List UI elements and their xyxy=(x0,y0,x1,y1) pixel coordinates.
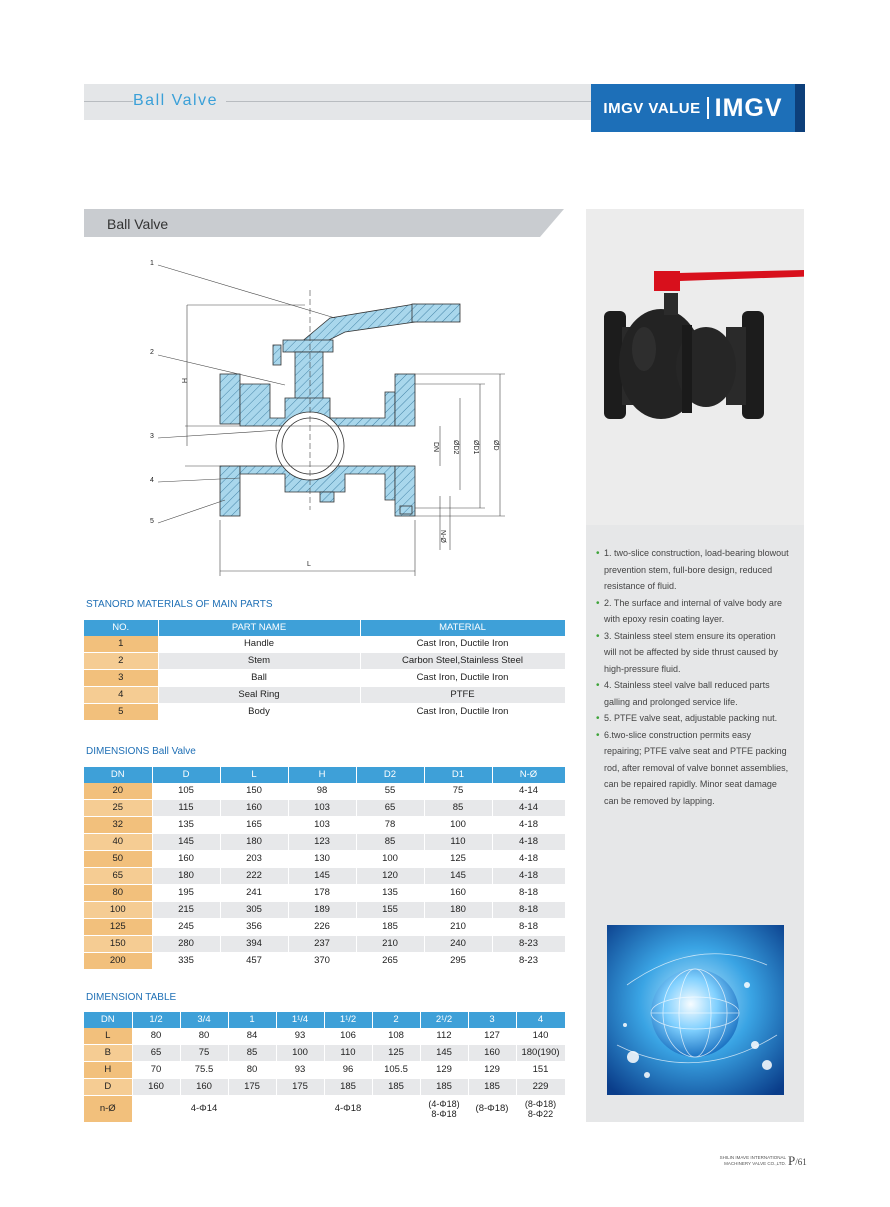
table-cell: 160 xyxy=(424,885,492,902)
table-cell: B xyxy=(84,1045,132,1062)
table-cell: 185 xyxy=(324,1079,372,1096)
table-cell: 65 xyxy=(356,800,424,817)
feature-item: • 2. The surface and internal of valve body are with epoxy resin coating layer. xyxy=(596,597,782,624)
feature-item: • 4. Stainless steel valve ball reduced parts galling and prolonged service life. xyxy=(596,680,770,707)
table-cell: 112 xyxy=(420,1028,468,1045)
table-cell: 160 xyxy=(132,1079,180,1096)
table-cell: 356 xyxy=(220,919,288,936)
table-cell: 20 xyxy=(84,783,152,800)
table-cell: 127 xyxy=(468,1028,516,1045)
table-cell: 98 xyxy=(288,783,356,800)
column-header: PART NAME xyxy=(158,620,360,636)
table-cell: 8-18 xyxy=(492,902,565,919)
logo-separator xyxy=(707,97,709,119)
table-cell: 75 xyxy=(424,783,492,800)
table-cell: 185 xyxy=(372,1079,420,1096)
table-cell: 4-14 xyxy=(492,783,565,800)
dim-h: H xyxy=(180,378,187,384)
table-cell: 145 xyxy=(152,834,220,851)
table-cell: 100 xyxy=(84,902,152,919)
materials-table xyxy=(84,620,566,721)
table-cell: 105.5 xyxy=(372,1062,420,1079)
dimensions-table xyxy=(84,767,566,970)
callout-5: 5 xyxy=(150,518,154,525)
table-cell: D xyxy=(84,1079,132,1096)
table-cell: 370 xyxy=(288,953,356,970)
table-cell: 150 xyxy=(220,783,288,800)
column-header: 2¹/2 xyxy=(420,1012,468,1028)
table-cell: 70 xyxy=(132,1062,180,1079)
column-header: 1¹/4 xyxy=(276,1012,324,1028)
table-cell: 145 xyxy=(424,868,492,885)
table-cell: Seal Ring xyxy=(158,687,360,704)
table-cell: 75 xyxy=(180,1045,228,1062)
table-row xyxy=(84,704,565,721)
table-cell: 151 xyxy=(516,1062,565,1079)
table-cell: Cast Iron, Ductile Iron xyxy=(360,704,565,721)
table-cell: 180 xyxy=(424,902,492,919)
table-cell: 55 xyxy=(356,783,424,800)
dimension-table xyxy=(84,1012,566,1123)
table-cell: 180 xyxy=(220,834,288,851)
table-cell: 40 xyxy=(84,834,152,851)
table-cell: 130 xyxy=(288,851,356,868)
valve-drawing xyxy=(140,250,540,580)
table-cell: 100 xyxy=(356,851,424,868)
column-header: D xyxy=(152,767,220,783)
table-cell: 245 xyxy=(152,919,220,936)
table-cell: 222 xyxy=(220,868,288,885)
table-cell: 100 xyxy=(424,817,492,834)
callout-3: 3 xyxy=(150,433,154,440)
table-cell: 215 xyxy=(152,902,220,919)
table-row xyxy=(84,817,565,834)
table-cell: 135 xyxy=(152,817,220,834)
table-cell: 125 xyxy=(424,851,492,868)
table-cell: 65 xyxy=(132,1045,180,1062)
table-cell: 160 xyxy=(180,1079,228,1096)
table-cell: 32 xyxy=(84,817,152,834)
table-cell: L xyxy=(84,1028,132,1045)
table-cell: H xyxy=(84,1062,132,1079)
table-cell: 8-23 xyxy=(492,936,565,953)
table-cell: 210 xyxy=(356,936,424,953)
column-header: D1 xyxy=(424,767,492,783)
column-header: 1¹/2 xyxy=(324,1012,372,1028)
callout-2: 2 xyxy=(150,349,154,356)
table-row xyxy=(84,1045,565,1062)
page-number: P/61 xyxy=(788,1153,807,1168)
column-header: 3 xyxy=(468,1012,516,1028)
table-cell: 241 xyxy=(220,885,288,902)
table-row xyxy=(84,834,565,851)
table-row xyxy=(84,902,565,919)
column-header: NO. xyxy=(84,620,158,636)
table-cell: Cast Iron, Ductile Iron xyxy=(360,636,565,653)
table-cell: 229 xyxy=(516,1079,565,1096)
table-cell: 203 xyxy=(220,851,288,868)
table-cell: 84 xyxy=(228,1028,276,1045)
table-cell: 85 xyxy=(228,1045,276,1062)
table-cell: 129 xyxy=(420,1062,468,1079)
callout-1: 1 xyxy=(150,260,154,267)
table-cell: 125 xyxy=(372,1045,420,1062)
logo-mark: IMGV xyxy=(714,93,783,122)
table-cell: 4-18 xyxy=(492,851,565,868)
table-cell: 120 xyxy=(356,868,424,885)
table-cell: 180(190) xyxy=(516,1045,565,1062)
table-cell: 80 xyxy=(132,1028,180,1045)
table-cell: 4 xyxy=(84,687,158,704)
table-cell: 106 xyxy=(324,1028,372,1045)
table-cell: 160 xyxy=(152,851,220,868)
dim-n: N-Ø xyxy=(439,530,446,543)
table-cell: 195 xyxy=(152,885,220,902)
table-cell: 8-23 xyxy=(492,953,565,970)
valve-photo xyxy=(586,209,804,525)
table-cell: 140 xyxy=(516,1028,565,1045)
dimensions-title: DIMENSIONS Ball Valve xyxy=(86,746,196,757)
materials-title: STANORD MATERIALS OF MAIN PARTS xyxy=(86,599,273,610)
footer-company: SHILIN IMAVE INTERNATIONAL MACHINERY VALVE CO.,LTD. xyxy=(719,1155,786,1166)
dim-d2: ØD2 xyxy=(452,440,459,455)
table-cell: 189 xyxy=(288,902,356,919)
table-row: n-Ø 4-Φ14 4-Φ18 (4-Φ18) 8-Φ18 (8-Φ18) (8-Φ18) 8-Φ22 xyxy=(84,1096,565,1123)
table-cell: 115 xyxy=(152,800,220,817)
table-cell: 78 xyxy=(356,817,424,834)
table-cell: 178 xyxy=(288,885,356,902)
table-cell: 265 xyxy=(356,953,424,970)
table-row xyxy=(84,936,565,953)
table-cell: 155 xyxy=(356,902,424,919)
table-cell: 25 xyxy=(84,800,152,817)
table-cell: 8-18 xyxy=(492,919,565,936)
table-cell: 110 xyxy=(424,834,492,851)
table-cell: 210 xyxy=(424,919,492,936)
table-cell: Carbon Steel,Stainless Steel xyxy=(360,653,565,670)
table-cell: 85 xyxy=(424,800,492,817)
table-cell: 165 xyxy=(220,817,288,834)
column-header: D2 xyxy=(356,767,424,783)
dim-d: ØD xyxy=(492,440,499,451)
table-cell: 80 xyxy=(228,1062,276,1079)
table-row xyxy=(84,783,565,800)
table-cell: 80 xyxy=(180,1028,228,1045)
table-cell: 185 xyxy=(356,919,424,936)
table-cell: 105 xyxy=(152,783,220,800)
table-cell: 8-18 xyxy=(492,885,565,902)
table-row xyxy=(84,1079,565,1096)
table-cell: Handle xyxy=(158,636,360,653)
table-cell: 80 xyxy=(84,885,152,902)
dim-d1: ØD1 xyxy=(472,440,479,455)
table-cell: 4-14 xyxy=(492,800,565,817)
column-header: N-Ø xyxy=(492,767,565,783)
callout-4: 4 xyxy=(150,477,154,484)
table-cell: 185 xyxy=(468,1079,516,1096)
table-cell: 180 xyxy=(152,868,220,885)
table-cell: 3 xyxy=(84,670,158,687)
table-cell: 85 xyxy=(356,834,424,851)
table-row xyxy=(84,868,565,885)
table-cell: PTFE xyxy=(360,687,565,704)
table-cell: 110 xyxy=(324,1045,372,1062)
table-cell: 200 xyxy=(84,953,152,970)
column-header: MATERIAL xyxy=(360,620,565,636)
table-cell: 103 xyxy=(288,817,356,834)
column-header: 2 xyxy=(372,1012,420,1028)
table-row xyxy=(84,1028,565,1045)
table-cell: 394 xyxy=(220,936,288,953)
column-header: H xyxy=(288,767,356,783)
table-cell: 305 xyxy=(220,902,288,919)
table-cell: 4-18 xyxy=(492,817,565,834)
table-row xyxy=(84,636,565,653)
section-title: Ball Valve xyxy=(107,216,169,232)
table-cell: 5 xyxy=(84,704,158,721)
column-header: DN xyxy=(84,1012,132,1028)
feature-item: • 3. Stainless steel stem ensure its operation will not be affected by side thrust caused by high-pressure fluid. xyxy=(596,630,778,674)
table-cell: Stem xyxy=(158,653,360,670)
table-cell: 100 xyxy=(276,1045,324,1062)
table-cell: 4-18 xyxy=(492,834,565,851)
table-cell: 2 xyxy=(84,653,158,670)
table-cell: 457 xyxy=(220,953,288,970)
feature-item: • 5. PTFE valve seat, adjustable packing nut. xyxy=(596,713,778,724)
brand-logo xyxy=(591,84,805,132)
dim-dn: DN xyxy=(432,442,439,453)
table-cell: 93 xyxy=(276,1028,324,1045)
table-cell: 240 xyxy=(424,936,492,953)
table-cell: 135 xyxy=(356,885,424,902)
table-cell: 75.5 xyxy=(180,1062,228,1079)
column-header: 1/2 xyxy=(132,1012,180,1028)
table-cell: 93 xyxy=(276,1062,324,1079)
table-row xyxy=(84,653,565,670)
table-row xyxy=(84,919,565,936)
table-cell: 175 xyxy=(276,1079,324,1096)
table-row xyxy=(84,885,565,902)
table-row xyxy=(84,953,565,970)
table-cell: 145 xyxy=(420,1045,468,1062)
table-cell: 4-18 xyxy=(492,868,565,885)
dimension-table-title: DIMENSION TABLE xyxy=(86,992,177,1003)
table-cell: 65 xyxy=(84,868,152,885)
table-cell: 175 xyxy=(228,1079,276,1096)
table-cell: 226 xyxy=(288,919,356,936)
page-title: Ball Valve xyxy=(133,92,226,110)
column-header: 3/4 xyxy=(180,1012,228,1028)
column-header: L xyxy=(220,767,288,783)
table-cell: 103 xyxy=(288,800,356,817)
table-cell: 237 xyxy=(288,936,356,953)
table-cell: 1 xyxy=(84,636,158,653)
table-cell: 125 xyxy=(84,919,152,936)
table-cell: 108 xyxy=(372,1028,420,1045)
table-row xyxy=(84,1062,565,1079)
table-cell: 335 xyxy=(152,953,220,970)
column-header: 1 xyxy=(228,1012,276,1028)
column-header: DN xyxy=(84,767,152,783)
dim-l: L xyxy=(307,561,311,568)
table-row xyxy=(84,670,565,687)
table-cell: 129 xyxy=(468,1062,516,1079)
feature-item: • 1. two-slice construction, load-bearing blowout prevention stem, full-bore design, reduced resistance of fluid. xyxy=(596,548,789,591)
table-cell: 123 xyxy=(288,834,356,851)
table-cell: Body xyxy=(158,704,360,721)
table-cell: Ball xyxy=(158,670,360,687)
feature-item: • 6.two-slice construction permits easy repairing; PTFE valve seat and PTFE packing rod, after removal of valve bonnet assemblies, can be repaired rapidly. Minor seat damage can be removed by lapping. xyxy=(596,729,789,806)
table-cell: 160 xyxy=(220,800,288,817)
feature-list xyxy=(596,545,789,809)
table-cell: 150 xyxy=(84,936,152,953)
table-cell: 145 xyxy=(288,868,356,885)
table-cell: 295 xyxy=(424,953,492,970)
table-row xyxy=(84,800,565,817)
table-row xyxy=(84,851,565,868)
column-header: 4 xyxy=(516,1012,565,1028)
table-cell: 280 xyxy=(152,936,220,953)
table-cell: 50 xyxy=(84,851,152,868)
table-cell: 160 xyxy=(468,1045,516,1062)
table-cell: Cast Iron, Ductile Iron xyxy=(360,670,565,687)
globe-image xyxy=(607,925,784,1095)
table-row xyxy=(84,687,565,704)
table-cell: 185 xyxy=(420,1079,468,1096)
logo-text: IMGV VALUE xyxy=(603,99,701,117)
table-cell: 96 xyxy=(324,1062,372,1079)
